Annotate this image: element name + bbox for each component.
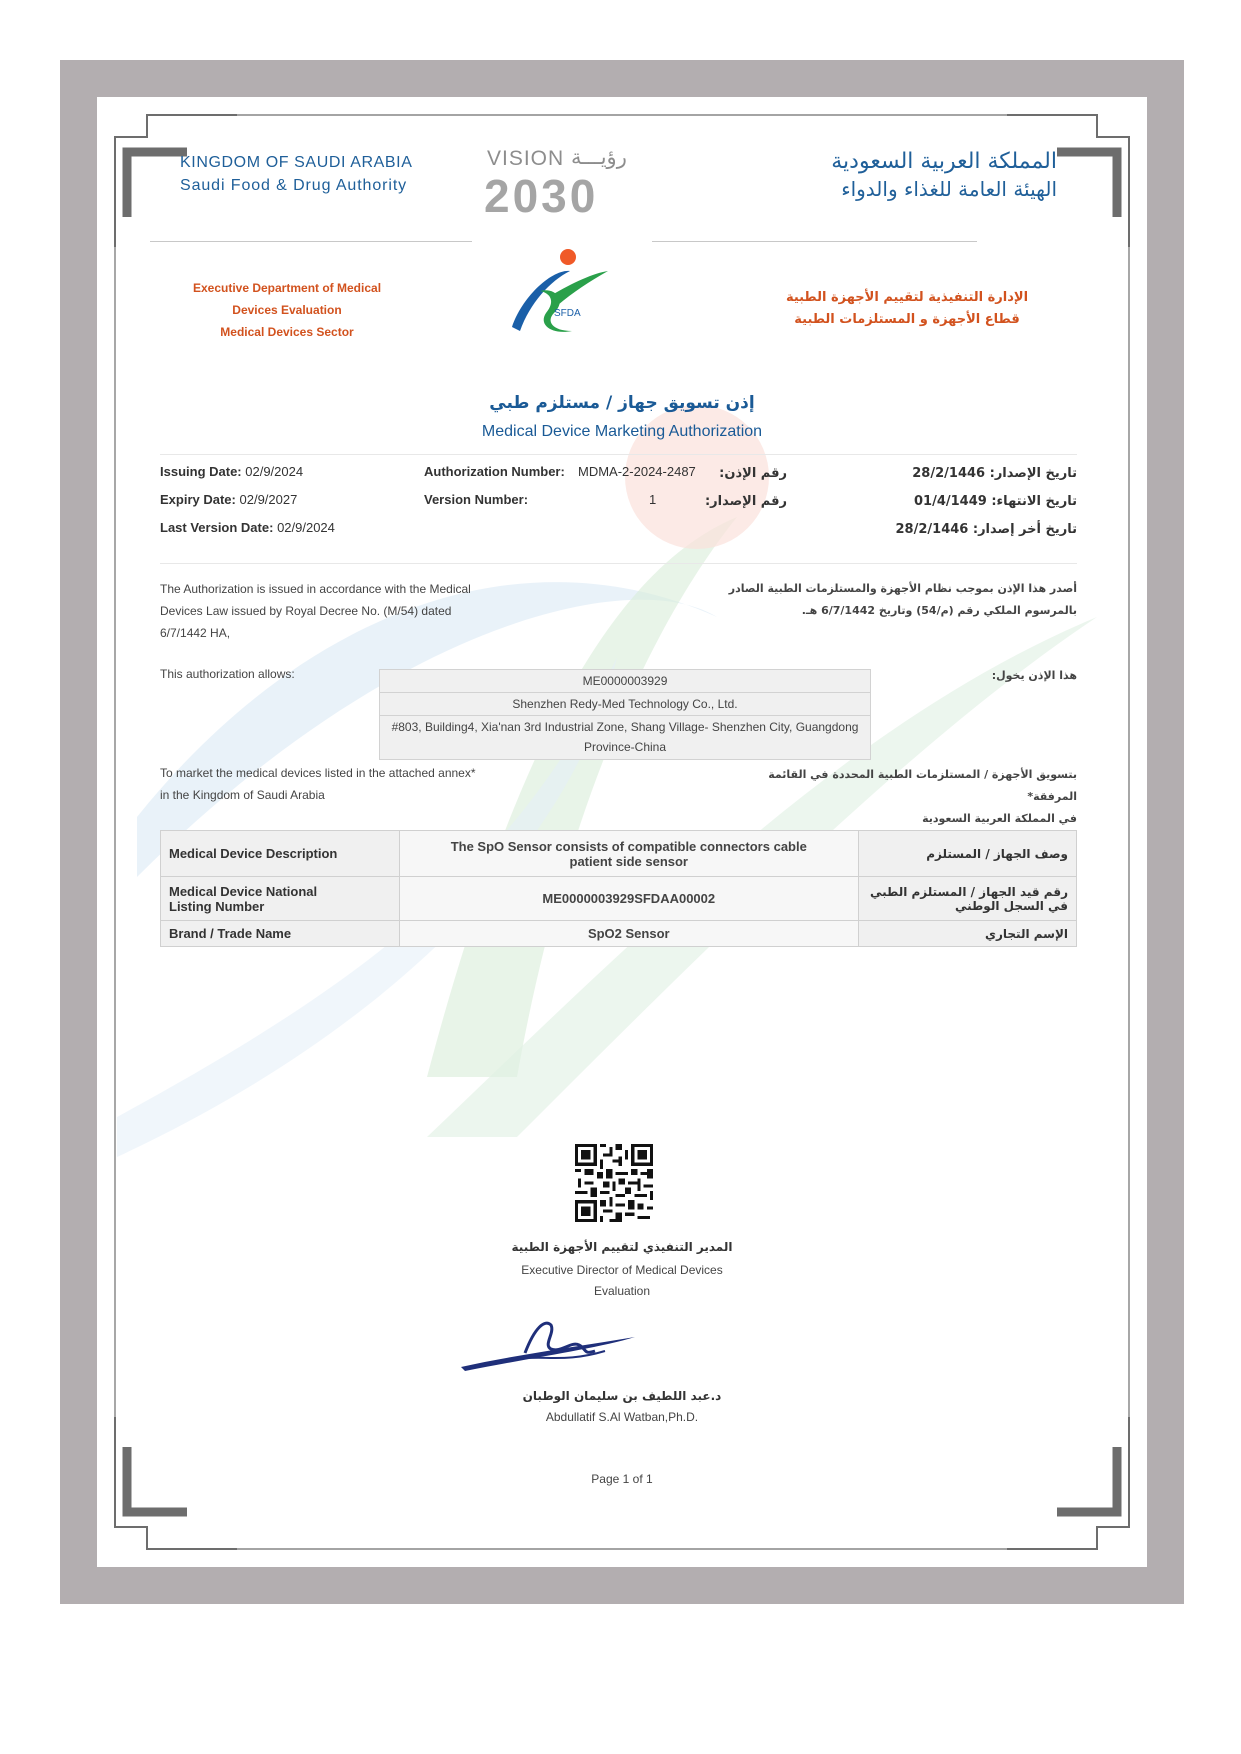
- signatory-title-ar: المدير التنفيذي لتقييم الأجهزة الطبية: [511, 1240, 733, 1254]
- company-address: #803, Building4, Xia'nan 3rd Industrial Zone, Shang Village- Shenzhen City, Guangdong Province-China: [379, 715, 871, 760]
- last-version-date: Last Version Date: 02/9/2024: [160, 520, 335, 535]
- device-description-value: The SpO Sensor consists of compatible connectors cable patient side sensor: [399, 831, 859, 877]
- sfda-logo-icon: [502, 247, 612, 337]
- table-row: [161, 831, 1077, 877]
- market-text-ar: بتسويق الأجهزة / المستلزمات الطبية المحددة في القائمة المرفقة* في المملكة العربية السعودية: [768, 768, 1077, 825]
- expiry-date: Expiry Date: 02/9/2027: [160, 492, 298, 507]
- brand-name-label: Brand / Trade Name: [161, 921, 400, 947]
- signatory-name-ar: د.عبد اللطيف بن سليمان الوطبان: [522, 1389, 722, 1403]
- info-top-divider: [160, 454, 1077, 455]
- qr-code[interactable]: [575, 1144, 653, 1222]
- department-en: Executive Department of Medical Devices Evaluation Medical Devices Sector: [192, 281, 382, 339]
- header-divider-left: [150, 241, 472, 242]
- info-bottom-divider: [160, 563, 1077, 564]
- issuing-date-ar: تاريخ الإصدار: 28/2/1446: [912, 466, 1077, 481]
- company-name: Shenzhen Redy-Med Technology Co., Ltd.: [379, 692, 871, 716]
- table-row: [161, 877, 1077, 921]
- allows-label-ar: هذا الإذن يخول:: [991, 669, 1077, 682]
- header-authority-en: Saudi Food & Drug Authority: [180, 177, 408, 194]
- expiry-date-ar: تاريخ الانتهاء: 01/4/1449: [913, 494, 1077, 509]
- national-listing-label-ar: رقم قيد الجهاز / المستلزم الطبي في السجل الوطني: [859, 877, 1077, 921]
- svg-text:SFDA: SFDA: [554, 308, 581, 319]
- issuing-date: Issuing Date: 02/9/2024: [160, 464, 304, 479]
- page-number: Page 1 of 1: [591, 1472, 653, 1486]
- allows-label-en: This authorization allows:: [160, 667, 295, 681]
- certificate-page: [97, 97, 1147, 1567]
- authorization-number-value: MDMA-2-2024-2487: [578, 464, 696, 479]
- establishment-number: ME0000003929: [379, 669, 871, 693]
- version-number-label: Version Number:: [424, 492, 529, 507]
- law-text-en: The Authorization is issued in accordance with the Medical Devices Law issued by Royal Decree No. (M/54) dated 6/7/1442 HA,: [160, 582, 471, 640]
- department-ar: الإدارة التنفيذية لتقييم الأجهزة الطبية قطاع الأجهزة و المستلزمات الطبية: [785, 290, 1029, 327]
- device-table: [160, 830, 1077, 947]
- authorization-number-label-ar: رقم الإذن:: [719, 466, 787, 481]
- national-listing-label: Medical Device National Listing Number: [161, 877, 400, 921]
- signature-image: [455, 1297, 655, 1387]
- document-title-ar: إذن تسويق جهاز / مستلزم طبي: [489, 393, 755, 413]
- brand-name-label-ar: الإسم التجاري: [859, 921, 1077, 947]
- header-authority-ar: الهيئة العامة للغذاء والدواء: [841, 177, 1057, 201]
- version-number-label-ar: رقم الإصدار:: [704, 494, 787, 509]
- device-description-label: Medical Device Description: [161, 831, 400, 877]
- version-number-value: 1: [649, 492, 657, 507]
- market-text-en: To market the medical devices listed in the attached annex* in the Kingdom of Saudi Arabia: [160, 766, 476, 802]
- table-row: [161, 921, 1077, 947]
- document-title-en: Medical Device Marketing Authorization: [481, 423, 763, 440]
- header-country-en: KINGDOM OF SAUDI ARABIA: [180, 154, 413, 171]
- device-description-label-ar: وصف الجهاز / المستلزم: [859, 831, 1077, 877]
- header-divider-right: [652, 241, 977, 242]
- signatory-name-en: Abdullatif S.Al Watban,Ph.D.: [545, 1410, 699, 1424]
- vision-2030-logo: VISION رؤيـــة 2030: [484, 145, 627, 222]
- national-listing-value: ME0000003929SFDAA00002: [399, 877, 859, 921]
- header-country-ar: المملكة العربية السعودية: [831, 149, 1057, 174]
- signatory-title-en: Executive Director of Medical Devices Evaluation: [521, 1263, 723, 1298]
- last-version-date-ar: تاريخ أخر إصدار: 28/2/1446: [895, 522, 1077, 537]
- authorization-number-label: Authorization Number:: [424, 464, 565, 479]
- law-text-ar: أصدر هذا الإذن بموجب نظام الأجهزة والمستلزمات الطبية الصادر بالمرسوم الملكي رقم (م/54) وتاريخ 6/7/1442 هـ.: [728, 582, 1077, 617]
- brand-name-value: SpO2 Sensor: [399, 921, 859, 947]
